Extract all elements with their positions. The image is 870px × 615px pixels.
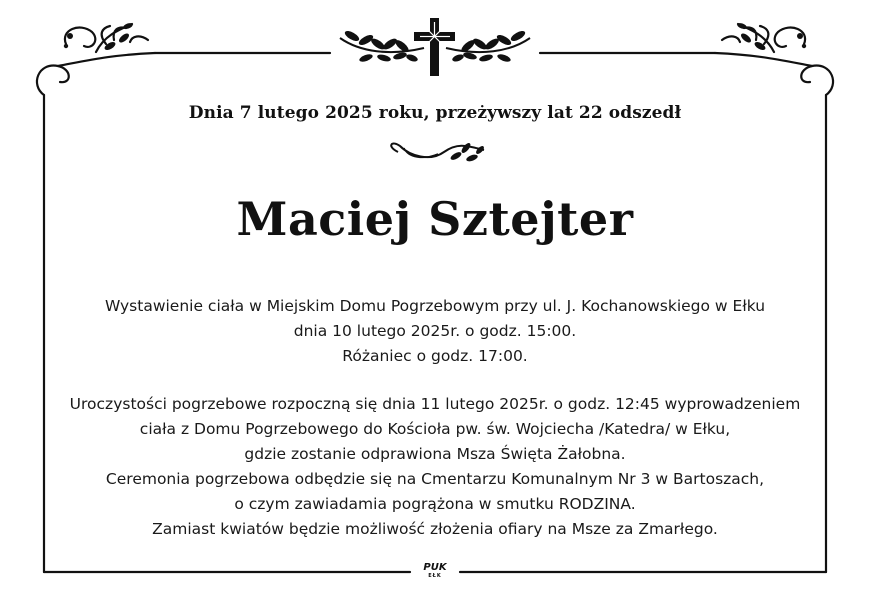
olive-branch-left-icon — [340, 29, 424, 63]
olive-branch-right-icon — [446, 29, 530, 63]
text-line: Zamiast kwiatów będzie możliwość złożenia ofiary na Msze za Zmarłego. — [152, 520, 718, 538]
logo-main-text: PUK — [423, 562, 447, 573]
text-line: Wystawienie ciała w Miejskim Domu Pogrzebowym przy ul. J. Kochanowskiego w Ełku — [104, 297, 766, 315]
leaf-divider-icon — [391, 142, 485, 163]
deceased-name: Maciej Sztejter — [236, 192, 634, 246]
cross-icon — [414, 18, 455, 76]
notice-headline: Dnia 7 lutego 2025 roku, przeżywszy lat 22 odszedł — [188, 103, 682, 123]
corner-flourish-left-icon — [37, 24, 155, 95]
text-line: dnia 10 lutego 2025r. o godz. 15:00. — [293, 322, 577, 340]
text-line: Różaniec o godz. 17:00. — [342, 347, 528, 365]
text-line: Ceremonia pogrzebowa odbędzie się na Cmentarzu Komunalnym Nr 3 w Bartoszach, — [105, 470, 765, 488]
funeral-info — [0, 392, 870, 542]
viewing-info — [0, 294, 870, 369]
text-line: Uroczystości pogrzebowe rozpoczną się dnia 11 lutego 2025r. o godz. 12:45 wyprowadzeniem — [69, 395, 801, 413]
text-line: ciała z Domu Pogrzebowego do Kościoła pw. św. Wojciecha /Katedra/ w Ełku, — [139, 420, 731, 438]
puk-logo — [416, 562, 454, 579]
corner-flourish-right-icon — [715, 24, 833, 95]
logo-sub-text: EŁK — [428, 573, 442, 579]
text-line: gdzie zostanie odprawiona Msza Święta Żałobna. — [244, 445, 626, 463]
text-line: o czym zawiadamia pogrążona w smutku RODZINA. — [234, 495, 636, 513]
